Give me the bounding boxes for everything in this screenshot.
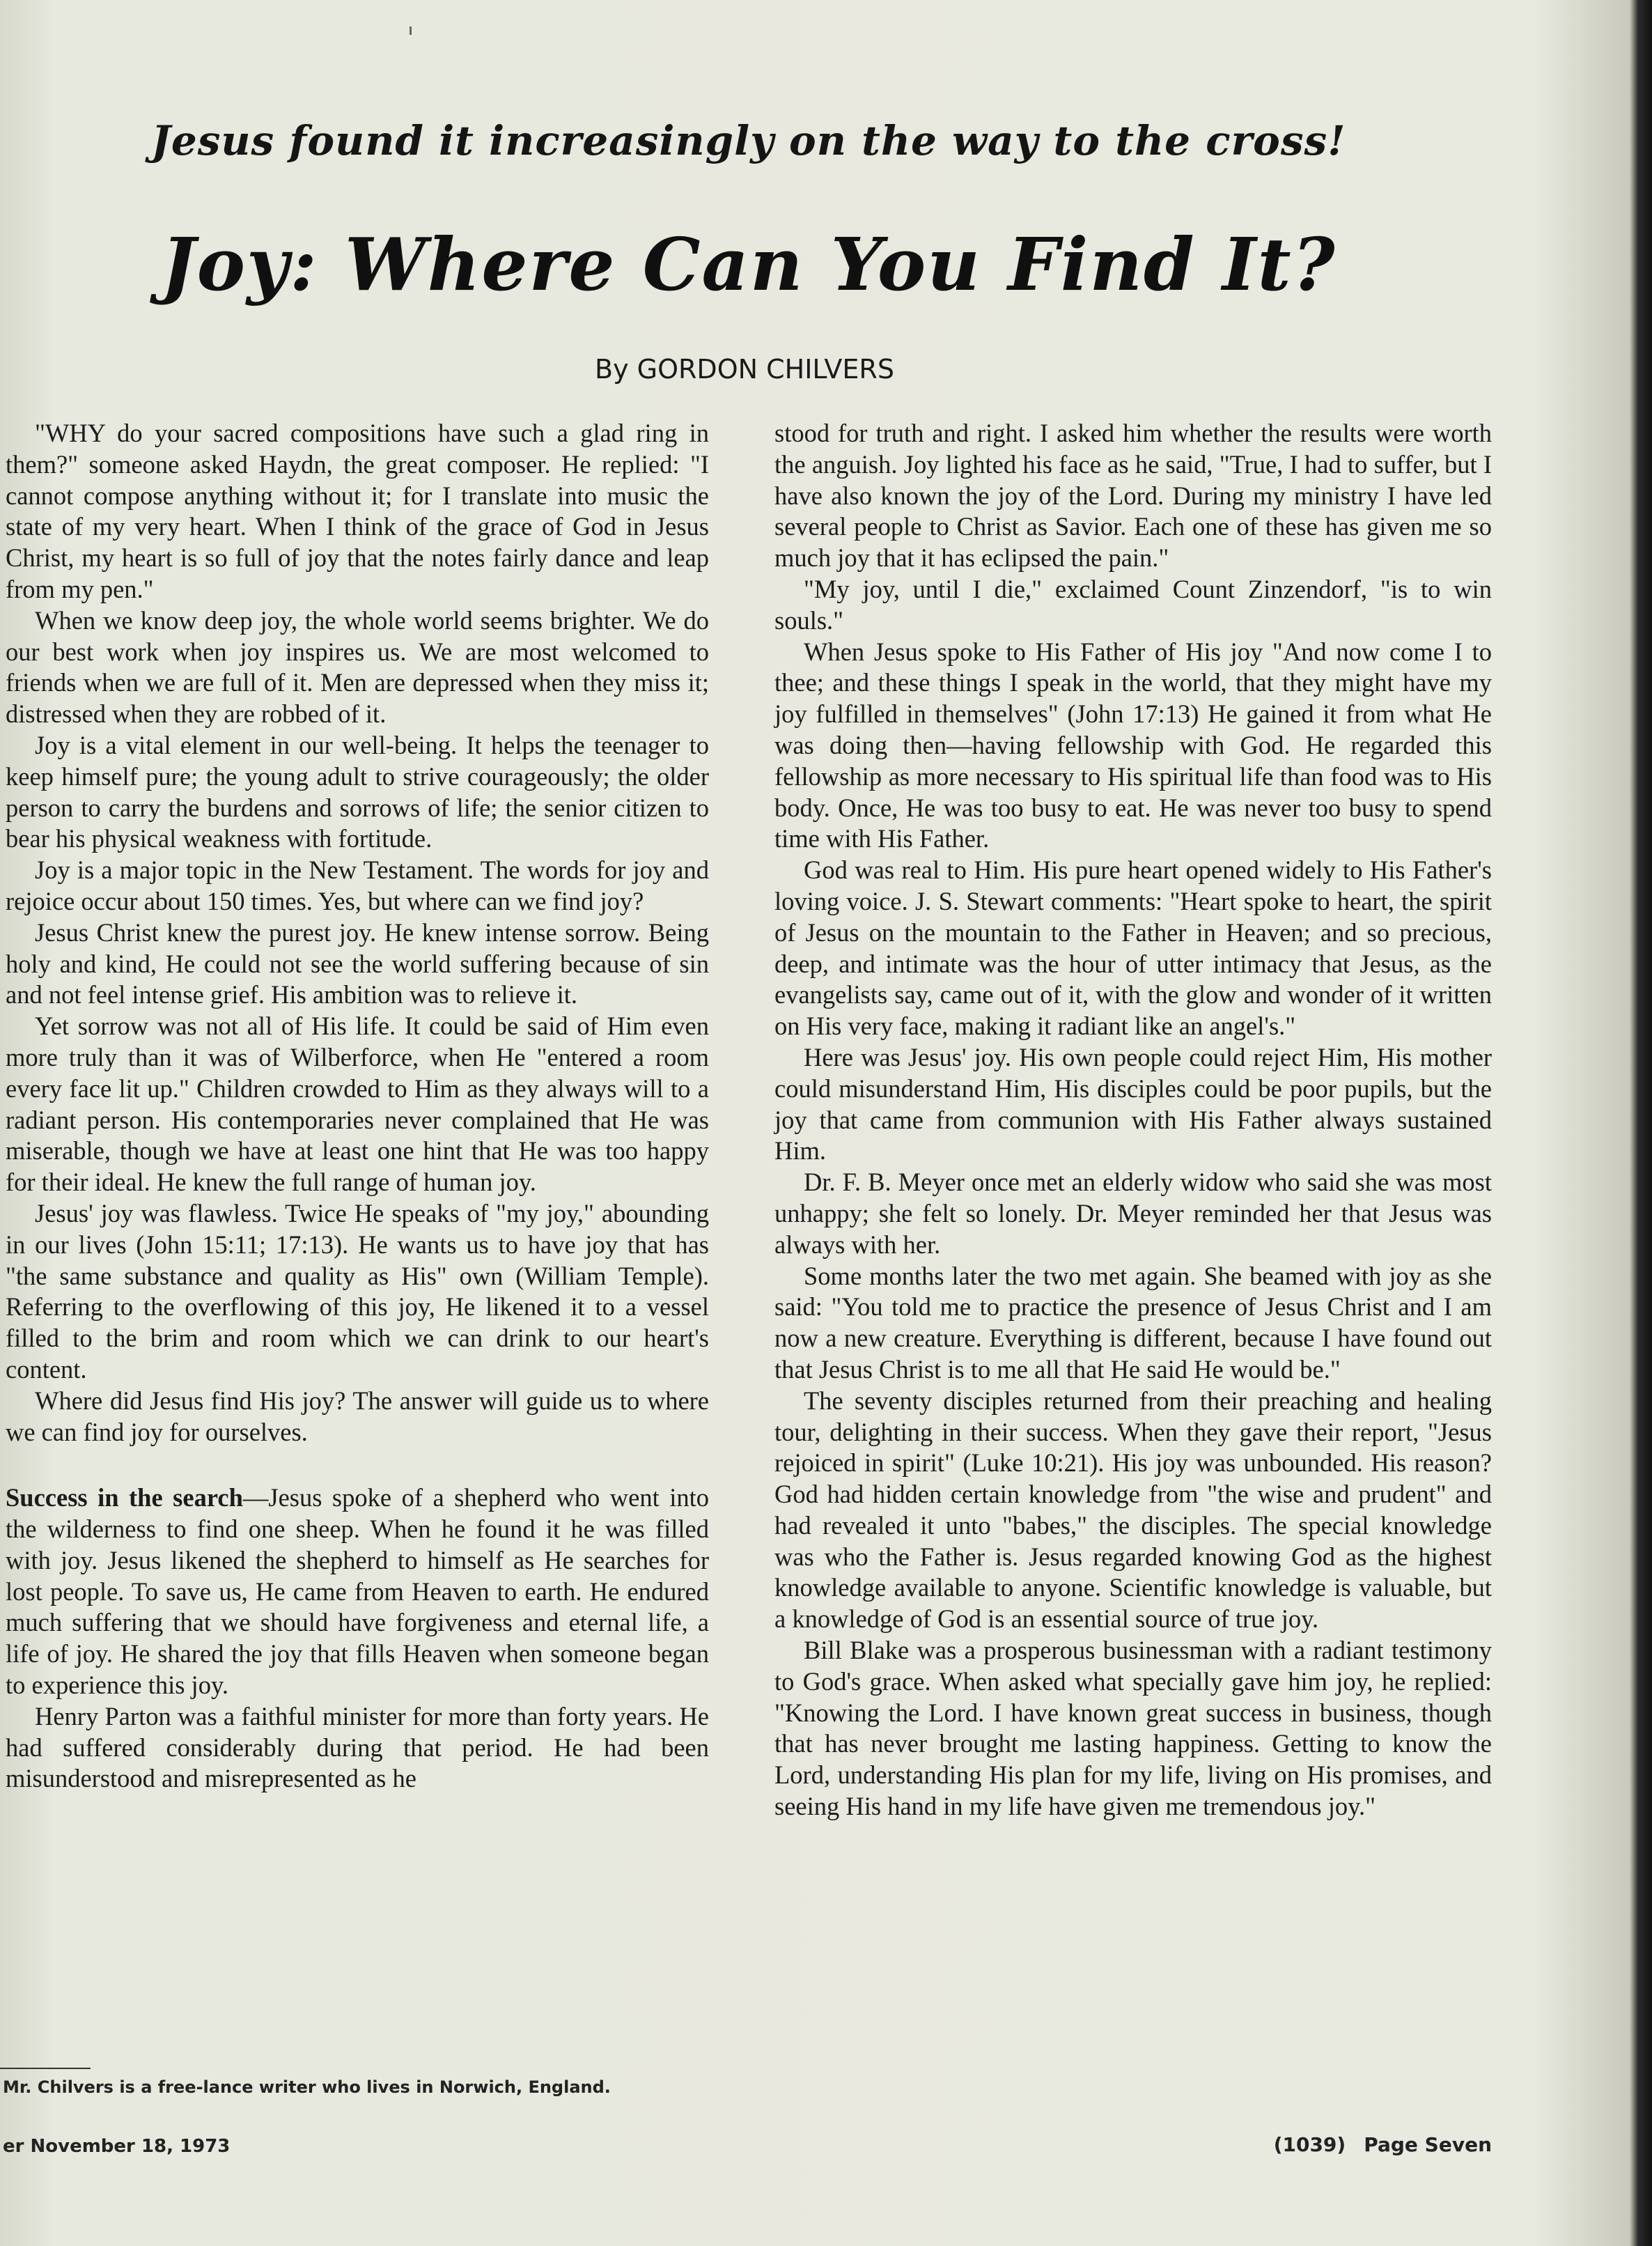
author-footnote: Mr. Chilvers is a free-lance writer who lives in Norwich, England.: [3, 2077, 611, 2097]
footer-page: [1274, 2133, 1492, 2156]
paragraph: God was real to Him. His pure heart opened widely to His Father's loving voice. J. S. Stewart comments: "Heart spoke to heart, the spirit of Jesus on the mountain to the Father in Heaven; and so precious, deep, and intimate was the hour of utter intimacy that Jesus, as the evangelists say, came out of it, with the glow and wonder of it written on His very face, making it radiant like an angel's.": [774, 855, 1492, 1041]
paragraph: "My joy, until I die," exclaimed Count Zinzendorf, "is to win souls.": [774, 574, 1492, 635]
paragraph: "WHY do your sacred compositions have such a glad ring in them?" someone asked Haydn, the great composer. He replied: "I cannot compose anything without it; for I translate into music the state of my very heart. When I think of the grace of God in Jesus Christ, my heart is so full of joy that the notes fairly dance and leap from my pen.": [6, 419, 709, 603]
footer-date: er November 18, 1973: [3, 2136, 231, 2157]
page-label: Page Seven: [1364, 2133, 1492, 2156]
footnote-rule: [0, 2068, 91, 2069]
article-kicker: Jesus found it increasingly on the way to the cross!: [151, 117, 1346, 164]
section-paragraph: [6, 1482, 709, 1701]
paragraph: Jesus Christ knew the purest joy. He knew intense sorrow. Being holy and kind, He could not see the world suffering because of sin and not feel intense grief. His ambition was to relieve it.: [6, 917, 709, 1009]
article-byline: By GORDON CHILVERS: [595, 354, 894, 385]
paragraph: Some months later the two met again. She beamed with joy as she said: "You told me to practice the presence of Jesus Christ and I am now a new creature. Everything is different, because I have found out that Jesus Christ is to me all that He said He would be.": [774, 1261, 1492, 1384]
paragraph: Joy is a major topic in the New Testament. The words for joy and rejoice occur about 150 times. Yes, but where can we find joy?: [6, 855, 709, 915]
paragraph: Bill Blake was a prosperous businessman with a radiant testimony to God's grace. When asked what specially gave him joy, he replied: "Knowing the Lord. I have known great success in business, though that has never brought me lasting happiness. Getting to know the Lord, understanding His plan for my life, living on His promises, and seeing His hand in my life have given me tremendous joy.": [774, 1636, 1492, 1821]
paragraph: Joy is a vital element in our well-being. It helps the teenager to keep himself pure; the young adult to strive courageously; the older person to carry the burdens and sorrows of life; the senior citizen to bear his physical weakness with fortitude.: [6, 730, 709, 853]
paragraph: Dr. F. B. Meyer once met an elderly widow who said she was most unhappy; she felt so lonely. Dr. Meyer reminded her that Jesus was always with her.: [774, 1168, 1492, 1259]
left-column: [6, 418, 709, 1795]
paragraph: When we know deep joy, the whole world seems brighter. We do our best work when joy inspires us. We are most welcomed to friends when we are full of it. Men are depressed when they miss it; distressed when they are robbed of it.: [6, 605, 709, 729]
article-title: Joy: Where Can You Find It?: [161, 222, 1337, 307]
paragraph: When Jesus spoke to His Father of His joy "And now come I to thee; and these things I speak in the world, that they might have my joy fulfilled in themselves" (John 17:13) He gained it from what He was doing then—having fellowship with God. He regarded this fellowship as more necessary to His spiritual life than food was to His body. Once, He was too busy to eat. He was never too busy to spend time with His Father.: [774, 637, 1492, 853]
paragraph: Here was Jesus' joy. His own people could reject Him, His mother could misunderstand Him, His disciples could be poor pupils, but the joy that came from communion with His Father always sustained Him.: [774, 1042, 1492, 1165]
scan-mark: [410, 26, 412, 35]
issue-number: (1039): [1273, 2133, 1346, 2156]
section-text: —Jesus spoke of a shepherd who went into the wilderness to find one sheep. When he found it he was filled with joy. Jesus likened the shepherd to himself as He searches for lost people. To save us, He came from Heaven to earth. He endured much suffering that we should have forgiveness and eternal life, a life of joy. He shared the joy that fills Heaven when someone began to experience this joy.: [6, 1483, 709, 1700]
right-column: [774, 418, 1492, 1822]
paragraph: Henry Parton was a faithful minister for more than forty years. He had suffered considerably during that period. He had been misunderstood and misrepresented as he: [6, 1701, 709, 1793]
paragraph: Jesus' joy was flawless. Twice He speaks of "my joy," abounding in our lives (John 15:11; 17:13). He wants us to have joy that has "the same substance and quality as His" own (William Temple). Referring to the overflowing of this joy, He likened it to a vessel filled to the brim and room which we can drink to our heart's content.: [6, 1198, 709, 1384]
paragraph: stood for truth and right. I asked him whether the results were worth the anguish. Joy lighted his face as he said, "True, I had to suffer, but I have also known the joy of the Lord. During my ministry I have led several people to Christ as Savior. Each one of these has given me so much joy that it has eclipsed the pain.": [774, 419, 1492, 573]
paragraph: The seventy disciples returned from their preaching and healing tour, delighting in their success. When they gave their report, "Jesus rejoiced in spirit" (Luke 10:21). His joy was unbounded. His reason? God had hidden certain knowledge from "the wise and prudent" and had revealed it unto "babes," the disciples. The special knowledge was who the Father is. Jesus regarded knowing God as the highest knowledge available to anyone. Scientific knowledge is valuable, but a knowledge of God is an essential source of true joy.: [774, 1386, 1492, 1634]
paragraph: Where did Jesus find His joy? The answer will guide us to where we can find joy for ourselves.: [6, 1386, 709, 1446]
section-heading: Success in the search: [6, 1483, 243, 1512]
paragraph: Yet sorrow was not all of His life. It could be said of Him even more truly than it was of Wilberforce, when He "entered a room every face lit up." Children crowded to Him as they always will to a radiant person. His contemporaries never complained that He was miserable, though we have at least one hint that He was too happy for their ideal. He knew the full range of human joy.: [6, 1012, 709, 1197]
